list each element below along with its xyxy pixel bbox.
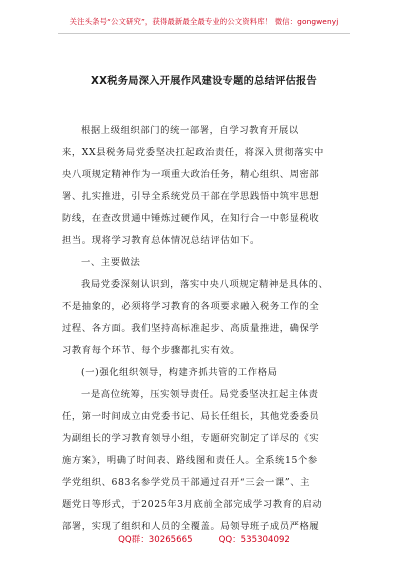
body-line: 央八项规定精神作为一项重大政治任务，精心组织、周密部 [62, 169, 320, 180]
body-line: 一、主要做法 [81, 257, 141, 268]
body-line: (一)强化组织领导，构建齐抓共管的工作格局 [81, 367, 278, 378]
body-line: 根据上级组织部门的统一部署，自学习教育开展以 [81, 125, 299, 136]
body-line: 不是抽象的，必须将学习教育的各项要求融入税务工作的全 [62, 301, 320, 312]
body-line: 过程、各方面。我们坚持高标准起步、高质量推进，确保学 [62, 323, 320, 334]
body-line: 担当。现将学习教育总体情况总结评估如下。 [62, 235, 260, 246]
body-line: 施方案》，明确了时间表、路线图和责任人。全系统15个参 [62, 455, 318, 466]
body-line: 署、扎实推进，引导全系统党员干部在学思践悟中筑牢思想 [62, 191, 320, 202]
body-line: 为副组长的学习教育领导小组，专题研究制定了详尽的《实 [62, 433, 320, 444]
body-line: 部署，实现了组织和人员的全覆盖。局领导班子成员严格履 [62, 521, 320, 532]
document-title: XX税务局深入开展作风建设专题的总结评估报告 [90, 76, 318, 87]
promo-header-banner: 关注头条号“公文研究”，获得最新最全最专业的公文资料库！ 微信：gongwenyj [69, 17, 339, 26]
body-line: 一是高位统筹，压实领导责任。局党委坚决扛起主体责 [81, 389, 319, 400]
footer-qq-number: QQ：535304092 [218, 535, 290, 545]
body-line: 习教育每个环节、每个步骤都扎实有效。 [62, 345, 241, 356]
document-body [62, 120, 354, 538]
body-line: 防线，在查改贯通中锤炼过硬作风，在知行合一中彰显税收 [62, 213, 320, 224]
body-line: 学党组织、683名参学党员干部通过召开“三会一课”、主 [62, 477, 310, 488]
body-line: 题党日等形式，于2025年3月底前全部完成学习教育的启动 [62, 499, 323, 510]
body-line: 我局党委深刻认识到，落实中央八项规定精神是具体的、 [81, 279, 329, 290]
body-line: 来，XX县税务局党委坚决扛起政治责任，将深入贯彻落实中 [62, 147, 324, 158]
body-line: 任，第一时间成立由党委书记、局长任组长，其他党委委员 [62, 411, 320, 422]
footer-contact [0, 533, 408, 545]
footer-qq-group: QQ群：30265665 [118, 535, 193, 545]
header-divider [58, 33, 350, 34]
